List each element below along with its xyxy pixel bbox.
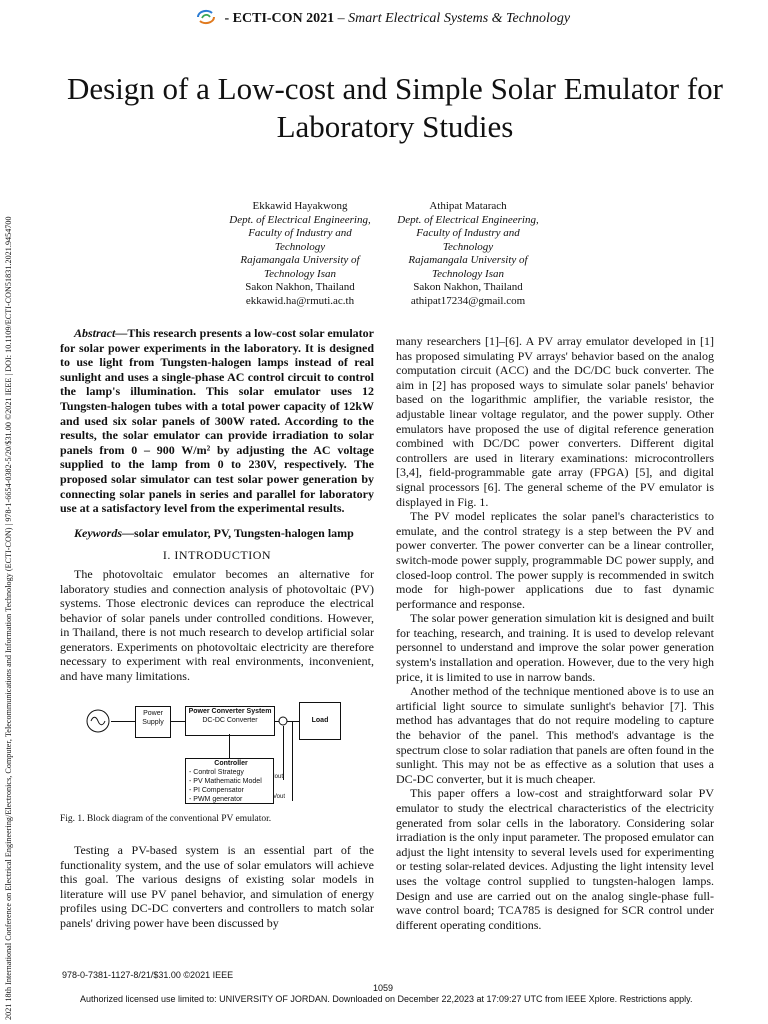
load-box: Load — [299, 702, 341, 740]
keywords-text: solar emulator, PV, Tungsten-halogen lamp — [134, 525, 354, 540]
controller-title: Controller — [214, 760, 248, 767]
keywords-label: Keywords— — [74, 525, 134, 540]
current-sensor-icon — [278, 716, 288, 726]
author-affiliation-line: Faculty of Industry and — [416, 227, 520, 239]
right-paragraph-3: The solar power generation simulation kit is designed and built for teaching, research, and training. It is used to develop relevant personnel to understand and improve the solar power generation system's installation and operation. However, due to the very high price, it is limited to use in narrow bands. — [396, 611, 714, 684]
abstract — [60, 326, 374, 516]
author-block-2 — [378, 200, 558, 308]
page-number: 1059 — [373, 983, 394, 993]
author-name: Ekkawid Hayakwong — [252, 200, 348, 212]
right-paragraph-1: many researchers [1]–[6]. A PV array emulator developed in [1] has proposed simulating PV arrays' behavior based on the analog computation circuit (ACC) and the DC/DC buck converter. The aim in [2] has proposed ways to simulate solar panels' behavior based on the logarithmic amplifier, the variable resistor, the adjustable linear voltage regulator, and the power supply. Other emulators have proposed the use of digital reference generation combined with DC/DC power converters. Different digital controllers are used in literary examinations: microcontrollers [3,4], field-programmable gate array (FPGA) [5], and digital signal processors [6]. The general scheme of the PV emulator is displayed in Fig. 1. — [396, 334, 714, 509]
author-block-1 — [210, 200, 390, 308]
controller-box — [185, 758, 274, 804]
author-affiliation-line: Technology — [274, 240, 326, 253]
ac-source-icon — [85, 708, 111, 734]
intro-paragraph-1: The photovoltaic emulator becomes an alternative for laboratory studies and connection analysis of photovoltaic (PV) systems. Those electronic devices can reproduce the electrical behavior of solar panels under controlled conditions. However, in Thailand, there is not much research to develop artificial solar generators. Experiments on photovoltaic electricity are therefore necessary to experiment with real environments, inconvenient, and have many limitations. — [60, 566, 374, 684]
power-converter-box — [185, 706, 275, 736]
conference-header — [195, 8, 571, 27]
author-affiliation-line: Technology Isan — [431, 267, 504, 280]
license-notice: Authorized licensed use limited to: UNIVERSITY OF JORDAN. Downloaded on December 22,2023 at 17:09:27 UTC from IEEE Xplore. Restrictions apply. — [80, 994, 693, 1004]
author-affiliation-line: Rajamangala University of — [240, 254, 360, 266]
author-affiliation-line: Technology — [442, 240, 494, 253]
right-paragraph-4: Another method of the technique mentioned above is to use an artificial light source to simulate sunlight's behavior [7]. This method has advantages that do not require modeling to capture the behavior of the panel. This method's advantage is the spectrum close to solar radiation that panels are often found in the sunlight. This may not be as effective as a solution that uses a DC-DC converter, but it is much cheaper. — [396, 684, 714, 786]
controller-item: - PWM generator — [189, 796, 243, 803]
power-converter-title: Power Converter System — [188, 708, 272, 715]
author-name: Athipat Matarach — [429, 200, 507, 212]
vout-label: Vout — [273, 794, 286, 800]
block-diagram-figure — [85, 700, 375, 810]
paper-title: Design of a Low-cost and Simple Solar Emulator for Laboratory Studies — [66, 71, 724, 144]
author-email: athipat17234@gmail.com — [410, 294, 526, 307]
right-paragraph-2: The PV model replicates the solar panel's characteristics to emulate, and the control strategy is a step between the PV and power converter. The power converter can be a linear controller, switch-mode power supply, programmable DC power supply, and closed-loop control. The power supply is recommended in switch mode for high-power applications due to fast dynamic performance and response. — [396, 509, 714, 611]
power-supply-box: Power Supply — [135, 706, 171, 738]
right-paragraph-5: This paper offers a low-cost and straightforward solar PV emulator to study the electrical characteristics of the electricity generated from solar cells in the laboratory. Considering solar irradiation is the only input parameter. The proposed emulator can adjust the light intensity to several levels used for experimenting or testing solar-related devices. Adjusting the light intensity level uses the voltage control supplied to tungsten-halogen lamps. Design and use are carried out on the analog single-phase full-wave control board; TCA785 is designed for SCR control under different operating conditions. — [396, 786, 714, 932]
power-converter-subtitle: DC-DC Converter — [202, 717, 258, 724]
side-doi-text: 2021 18th International Conference on Electrical Engineering/Electronics, Computer, Telecommunications and Information Technology (ECTI-CON) | 978-1-6654-0382-5/20/$31.00 ©2021 IEEE | DOI: 10.1109/ECTI-CON51831.2021.9454700 — [4, 216, 13, 1020]
author-affiliation-line: Technology Isan — [263, 267, 336, 280]
author-location: Sakon Nakhon, Thailand — [413, 281, 523, 293]
conference-subtitle: – Smart Electrical Systems & Technology — [337, 11, 571, 26]
keywords — [60, 526, 374, 541]
left-column — [60, 326, 374, 684]
author-affiliation-line: Dept. of Electrical Engineering, — [229, 213, 371, 226]
left-column-bottom — [60, 843, 374, 931]
intro-paragraph-2: Testing a PV-based system is an essential part of the functionality system, and the use of solar emulators will achieve this goal. The various designs of existing solar models in literature will use PV panel behavior, and simulation of energy profiles using DC-DC converters and controllers to match solar panels' driving power have been discussed by — [60, 843, 374, 930]
conference-name: - ECTI-CON 2021 — [224, 11, 335, 26]
iout-label: Iout — [273, 774, 284, 780]
abstract-text: This research presents a low-cost solar emulator for solar power experiments in the laboratory. It is designed to use light from Tungsten-halogen lamps instead of real sunlight and uses a single-phase AC control circuit to control the lamp's illumination. This solar emulator uses 12 Tungsten-halogen tubes with a total power capacity of 12kW and used six solar panels of 300W rated. According to the results, the solar emulator can provide irradiation to solar panels from 0 – 900 W/m² by adjusting the AC voltage supplied to the lamp from 0 to 230V, respectively. The proposed solar simulator can test solar power generation by connecting solar panels in series and parallel for laboratory use at a satisfactory level from the experimental results. — [60, 326, 374, 516]
abstract-label: Abstract— — [74, 326, 128, 340]
author-location: Sakon Nakhon, Thailand — [245, 281, 355, 293]
figure-caption: Fig. 1. Block diagram of the conventional PV emulator. — [60, 814, 272, 824]
author-affiliation-line: Faculty of Industry and — [248, 227, 352, 239]
controller-item: - Control Strategy — [189, 769, 244, 776]
author-email: ekkawid.ha@rmuti.ac.th — [245, 294, 355, 307]
right-column — [396, 334, 714, 932]
controller-item: - PI Compensator — [189, 787, 244, 794]
isbn-footer: 978-0-7381-1127-8/21/$31.00 ©2021 IEEE — [62, 970, 234, 980]
conference-logo-icon — [195, 8, 217, 26]
author-affiliation-line: Dept. of Electrical Engineering, — [397, 213, 539, 226]
section-heading-introduction: I. INTRODUCTION — [162, 548, 272, 563]
author-affiliation-line: Rajamangala University of — [408, 254, 528, 266]
controller-item: - PV Mathematic Model — [189, 778, 262, 785]
